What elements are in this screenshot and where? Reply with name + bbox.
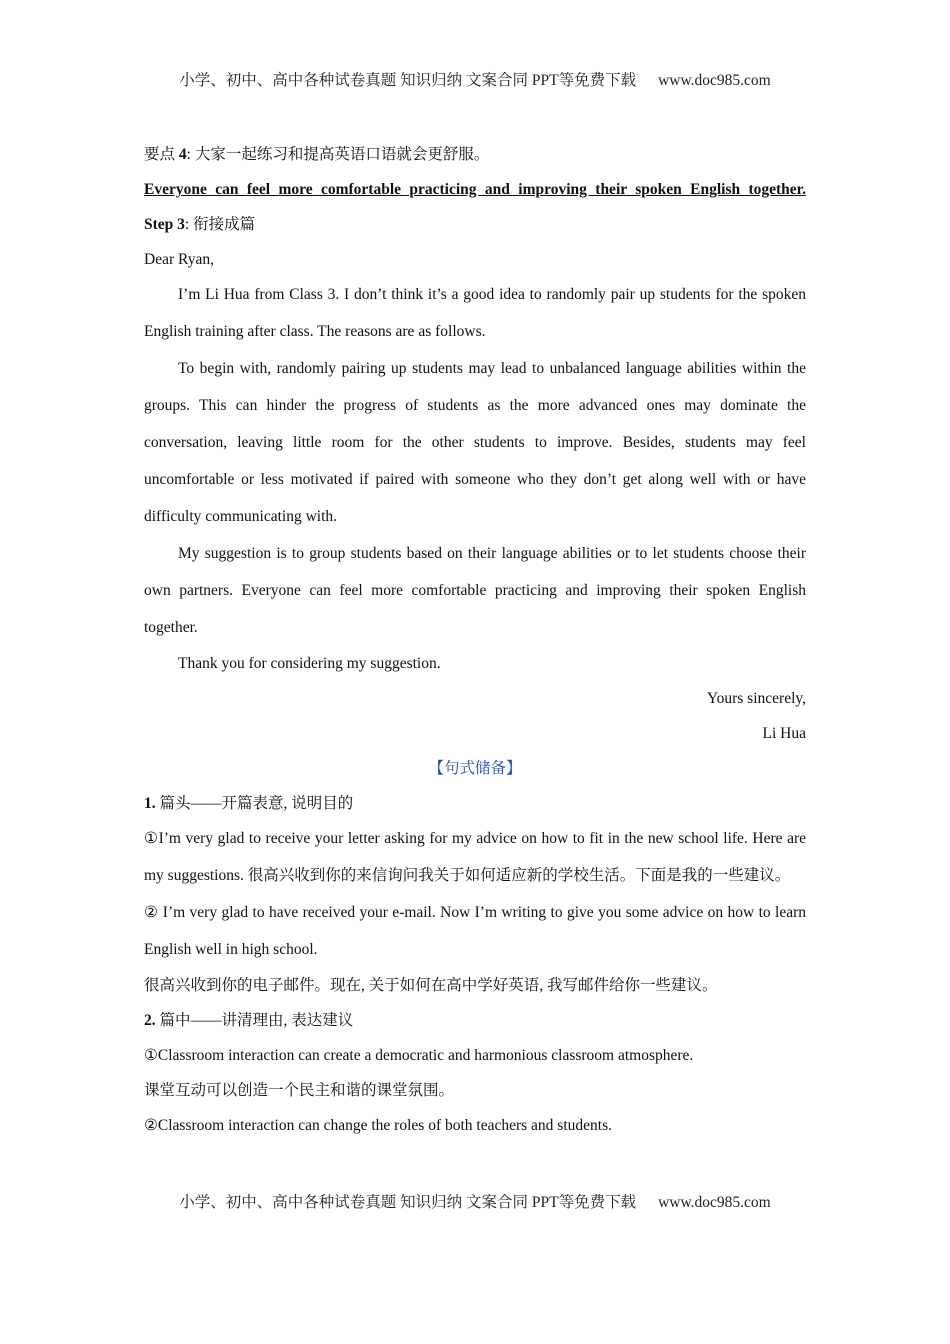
section-2-heading <box>144 1009 806 1033</box>
section-2-item-1-translation: 课堂互动可以创造一个民主和谐的课堂氛围。 <box>144 1082 455 1099</box>
step-3-line <box>144 213 806 237</box>
letter-paragraph-1: I’m Li Hua from Class 3. I don’t think it’s a good idea to randomly pair up students for the spoken English training after class. The reasons are as follows. <box>144 286 806 340</box>
section-1-heading-text: 篇头——开篇表意, 说明目的 <box>155 795 354 812</box>
step-3-text: : 衔接成篇 <box>184 216 256 233</box>
letter-paragraph-4: Thank you for considering my suggestion. <box>178 655 441 672</box>
point-4-answer: Everyone can feel more comfortable practicing and improving their spoken English together. <box>144 181 806 198</box>
letter-closing: Yours sincerely, <box>706 690 806 707</box>
document-body <box>144 143 806 1138</box>
letter-paragraph-3: My suggestion is to group students based on their language abilities or to let students choose their own partners. Everyone can feel more comfortable practicing and improving their spoken English together. <box>144 545 806 636</box>
point-4-number: 4 <box>178 146 187 163</box>
section-1-item-2-translation: 很高兴收到你的电子邮件。现在, 关于如何在高中学好英语, 我写邮件给你一些建议。 <box>144 977 718 994</box>
section-2-heading-text: 篇中——讲清理由, 表达建议 <box>155 1012 354 1029</box>
page-footer <box>0 1190 950 1212</box>
step-3-label: Step 3 <box>144 216 185 233</box>
point-4-label: 要点 <box>144 146 176 163</box>
section-2-item-1: ①Classroom interaction can create a democratic and harmonious classroom atmosphere. <box>144 1047 694 1064</box>
page-header <box>0 68 950 90</box>
section-2-item-2: ②Classroom interaction can change the roles of both teachers and students. <box>144 1117 612 1134</box>
point-4-line <box>144 143 806 167</box>
footer-url[interactable]: www.doc985.com <box>658 1194 771 1211</box>
footer-text: 小学、初中、高中各种试卷真题 知识归纳 文案合同 PPT等免费下载 <box>179 1194 637 1211</box>
point-4-text: : 大家一起练习和提高英语口语就会更舒服。 <box>186 146 490 163</box>
header-text: 小学、初中、高中各种试卷真题 知识归纳 文案合同 PPT等免费下载 <box>179 72 637 89</box>
header-url[interactable]: www.doc985.com <box>658 72 771 89</box>
letter-greeting: Dear Ryan, <box>144 251 214 268</box>
section-1-heading <box>144 792 806 816</box>
letter-paragraph-2: To begin with, randomly pairing up students may lead to unbalanced language abilities within the groups. This can hinder the progress of students as the more advanced ones may dominate the conversation, leaving little room for the other students to improve. Besides, students may feel uncomfortable or less motivated if paired with someone who they don’t get along well with or have difficulty communicating with. <box>144 360 806 525</box>
section-1-item-1: ①I’m very glad to receive your letter asking for my advice on how to fit in the new school life. Here are my suggestions. 很高兴收到你的来信询问我关于如何适应新的学校生活。下面是我的一些建议。 <box>144 830 806 884</box>
section-title: 【句式储备】 <box>428 760 522 777</box>
section-1-item-2: ② I’m very glad to have received your e-mail. Now I’m writing to give you some advice on how to learn English well in high school. <box>144 904 806 958</box>
section-2-number: 2. <box>144 1012 156 1029</box>
letter-signature: Li Hua <box>762 725 806 742</box>
section-1-number: 1. <box>144 795 156 812</box>
